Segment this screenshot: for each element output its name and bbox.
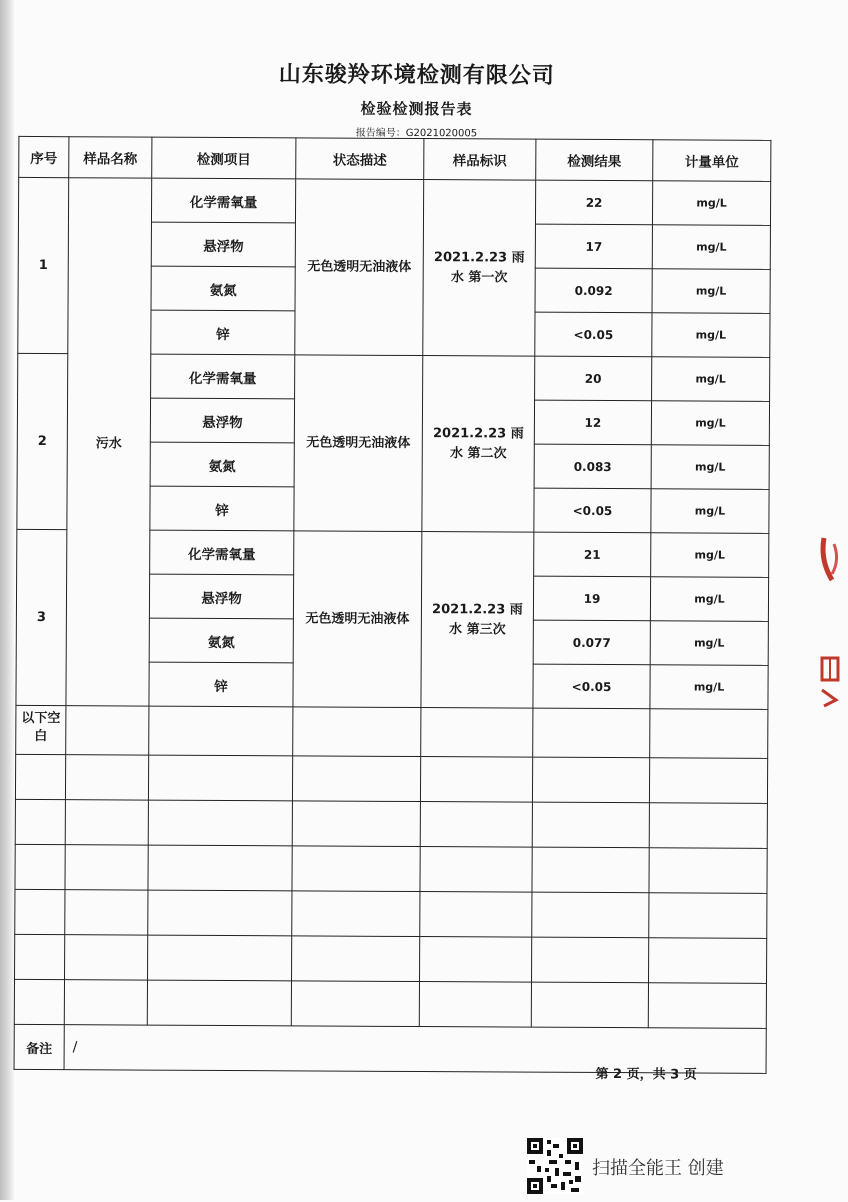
state-cell: 无色透明无油液体 <box>294 355 423 532</box>
blank-cell <box>147 980 291 1026</box>
sample-name-cell: 污水 <box>66 178 152 706</box>
unit-cell: mg/L <box>651 401 769 446</box>
blank-cell <box>15 844 65 889</box>
blank-cell <box>421 708 533 758</box>
blank-cell <box>65 845 148 890</box>
blank-cell <box>148 800 292 846</box>
test-item-cell: 氨氮 <box>150 442 294 487</box>
result-cell: 20 <box>535 356 652 401</box>
blank-cell <box>148 935 292 981</box>
result-cell: 0.077 <box>533 620 650 665</box>
unit-cell: mg/L <box>650 577 768 622</box>
blank-cell <box>532 847 649 893</box>
blank-cell <box>533 708 650 758</box>
seq-cell: 3 <box>16 529 67 705</box>
blank-cell <box>532 802 649 848</box>
sample-id-cell: 2021.2.23 雨水 第二次 <box>422 356 535 533</box>
blank-cell <box>64 980 147 1025</box>
state-cell: 无色透明无油液体 <box>295 179 424 356</box>
test-item-cell: 悬浮物 <box>149 574 293 619</box>
unit-cell: mg/L <box>651 445 769 490</box>
unit-cell: mg/L <box>652 313 770 358</box>
test-item-cell: 悬浮物 <box>150 398 294 443</box>
blank-cell <box>420 802 532 848</box>
report-number-label: 报告编号： <box>355 127 406 139</box>
blank-row <box>15 844 767 893</box>
result-cell: 19 <box>533 576 650 621</box>
blank-cell <box>14 979 64 1024</box>
test-item-cell: 锌 <box>149 662 293 707</box>
blank-cell <box>420 847 532 893</box>
company-title: 山东骏羚环境检测有限公司 <box>278 62 555 89</box>
blank-row <box>14 979 766 1028</box>
state-cell: 无色透明无油液体 <box>293 531 422 708</box>
blank-cell <box>15 754 65 799</box>
blank-cell <box>65 755 148 800</box>
page-number: 第 2 页，共 3 页 <box>595 1066 697 1083</box>
scanner-watermark: 扫描全能王 创建 <box>592 1158 724 1179</box>
blank-cell <box>649 893 767 939</box>
seq-cell: 1 <box>18 177 69 353</box>
blank-cell <box>531 982 648 1028</box>
result-cell: 0.083 <box>534 444 651 489</box>
blank-cell <box>149 706 293 756</box>
blank-cell <box>65 800 148 845</box>
report-title: 检验检测报告表 <box>360 99 473 119</box>
blank-cell <box>148 890 292 936</box>
blank-cell <box>532 892 649 938</box>
sample-id-cell: 2021.2.23 雨水 第一次 <box>423 180 536 357</box>
unit-cell: mg/L <box>651 489 769 534</box>
blank-row <box>15 889 767 938</box>
blank-cell <box>292 846 420 892</box>
blank-cell <box>648 983 766 1029</box>
test-item-cell: 化学需氧量 <box>150 530 294 575</box>
test-item-cell: 氨氮 <box>149 618 293 663</box>
header-state: 状态描述 <box>296 138 424 180</box>
blank-row <box>15 754 767 803</box>
blank-cell <box>650 709 768 759</box>
blank-cell <box>293 707 421 757</box>
header-test-item: 检测项目 <box>152 137 296 179</box>
unit-cell: mg/L <box>652 357 770 402</box>
blank-cell <box>291 981 419 1027</box>
qr-code-icon <box>527 1138 583 1194</box>
blank-cell <box>532 757 649 803</box>
blank-cell <box>65 935 148 980</box>
unit-cell: mg/L <box>651 533 769 578</box>
header-sample-name: 样品名称 <box>69 137 152 178</box>
blank-cell <box>649 848 767 894</box>
test-item-cell: 氨氮 <box>151 266 295 311</box>
blank-cell <box>292 801 420 847</box>
unit-cell: mg/L <box>650 621 768 666</box>
blank-cell <box>15 889 65 934</box>
unit-cell: mg/L <box>652 181 770 226</box>
test-item-cell: 化学需氧量 <box>151 178 295 223</box>
result-cell: <0.05 <box>534 488 651 533</box>
blank-cell <box>15 799 65 844</box>
blank-cell <box>419 982 531 1028</box>
below-blank-label: 以下空白 <box>16 705 66 754</box>
result-cell: 17 <box>535 224 652 269</box>
result-cell: 12 <box>534 400 651 445</box>
result-cell: 22 <box>535 180 652 225</box>
blank-cell <box>148 845 292 891</box>
seq-cell: 2 <box>17 353 68 529</box>
blank-cell <box>420 892 532 938</box>
remark-value: / <box>64 1025 766 1074</box>
blank-cell <box>292 936 420 982</box>
header-result: 检测结果 <box>536 139 653 181</box>
blank-cell <box>420 937 532 983</box>
unit-cell: mg/L <box>652 225 770 270</box>
test-item-cell: 锌 <box>150 486 294 531</box>
report-page <box>11 0 848 1202</box>
unit-cell: mg/L <box>652 269 770 314</box>
blank-row <box>15 799 767 848</box>
blank-cell <box>649 758 767 804</box>
blank-cell <box>148 755 292 801</box>
header-sample-id: 样品标识 <box>424 139 536 181</box>
result-cell: <0.05 <box>533 664 650 709</box>
unit-cell: mg/L <box>650 665 768 710</box>
blank-cell <box>292 891 420 937</box>
header-seq: 序号 <box>19 136 69 177</box>
test-item-cell: 悬浮物 <box>151 222 295 267</box>
remark-label: 备注 <box>14 1024 64 1069</box>
blank-cell <box>420 757 532 803</box>
blank-cell <box>649 803 767 849</box>
red-seal-stamp <box>818 530 848 710</box>
blank-cell <box>532 937 649 983</box>
blank-cell <box>66 706 149 755</box>
result-cell: 21 <box>534 532 651 577</box>
blank-cell <box>648 938 766 984</box>
test-item-cell: 化学需氧量 <box>151 354 295 399</box>
report-number-value: G2021020005 <box>405 127 478 140</box>
test-item-cell: 锌 <box>151 310 295 355</box>
header-unit: 计量单位 <box>653 140 771 182</box>
blank-row <box>16 705 768 758</box>
result-cell: 0.092 <box>535 268 652 313</box>
header-row <box>19 136 771 181</box>
report-table <box>14 136 772 1074</box>
blank-row <box>15 934 767 983</box>
table-row <box>18 177 770 225</box>
blank-cell <box>292 756 420 802</box>
blank-cell <box>65 890 148 935</box>
blank-cell <box>15 934 65 979</box>
sample-id-cell: 2021.2.23 雨水 第三次 <box>421 532 534 709</box>
result-cell: <0.05 <box>535 312 652 357</box>
